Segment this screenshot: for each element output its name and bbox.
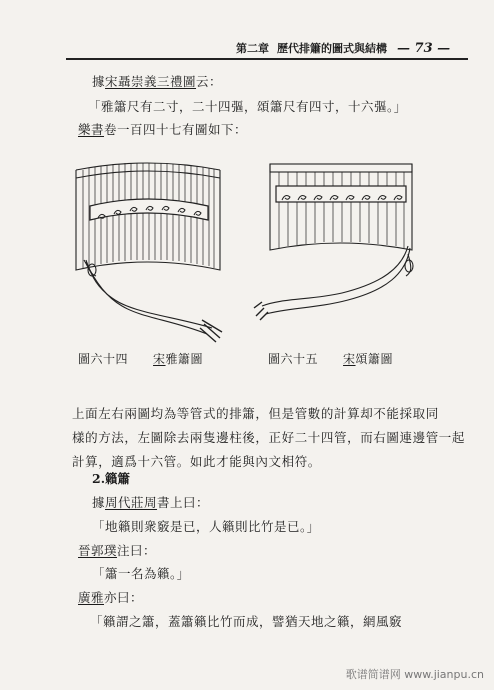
running-header [236,40,466,56]
chapter-title: 歷代排簫的圖式與結構 [277,42,387,55]
book-title: 廣雅 [78,590,105,605]
song-xiao-illustration [252,158,432,333]
citation-line-2: 樂書卷一百四十七有圖如下： [78,122,248,137]
citation-guangya: 廣雅亦曰： [78,590,144,605]
citation-guopu: 晉郭璞注曰： [78,543,157,558]
chapter-label: 第二章 [236,42,269,55]
book-title: 宋聶崇義三禮圖 [105,74,197,89]
ya-xiao-illustration [62,148,252,348]
quote-1: 「雅簫尺有二寸，二十四彄，頌簫尺有四寸，十六彄。」 [88,99,407,114]
body-paragraph: 上面左右兩圖均為等管式的排簫，但是管數的計算却不能採取同 樣的方法，左圖除去兩隻邊柱後，正好二十四管，而右圖連邊管一起 計算，適爲十六管。如此才能與內文相符。 [72,406,466,469]
section-heading: 2.籟簫 [92,471,131,486]
book-title: 周代莊周 [105,495,158,510]
quote-guopu: 「簫一名為籟。」 [92,566,190,581]
quote-guangya: 「籟謂之簫，蓋簫籟比竹而成，譬猶天地之籟，網風竅 [90,614,403,629]
header-rule [66,58,468,60]
page-number: — 73 — [397,40,451,56]
book-title: 樂書 [78,122,105,137]
figure-64-caption: 圖六十四 宋雅簫圖 [78,352,204,366]
quote-zhuangzi: 「地籟則衆竅是已，人籟則比竹是已。」 [92,519,320,534]
figure-65-caption: 圖六十五 宋頌簫圖 [268,352,394,366]
citation-zhuangzi: 據周代莊周書上曰： [92,495,210,510]
citation-line-1: 據宋聶崇義三禮圖云： [92,74,223,89]
book-title: 晉郭璞 [78,543,118,558]
site-watermark: 歌谱简谱网 www.jianpu.cn [345,668,484,681]
